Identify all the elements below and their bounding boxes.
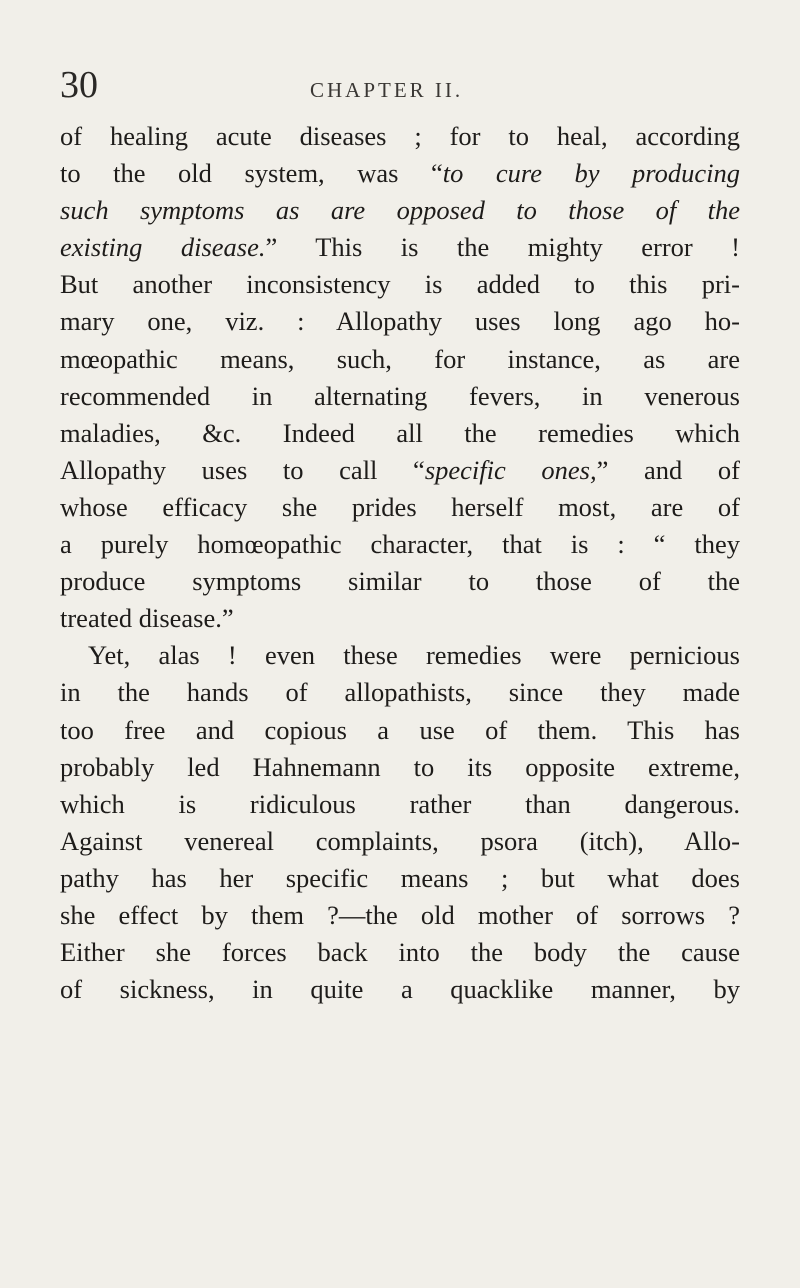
text-line bbox=[60, 155, 740, 192]
running-head: CHAPTER II. bbox=[310, 78, 464, 102]
text-line bbox=[60, 192, 740, 229]
text-segment: of healing acute diseases ; for to heal, according bbox=[60, 121, 740, 151]
text-line bbox=[60, 860, 740, 897]
text-line bbox=[60, 897, 740, 934]
page-number: 30 bbox=[60, 64, 98, 106]
text-segment: in the hands of allopathists, since they made bbox=[60, 677, 740, 708]
text-line bbox=[60, 637, 740, 674]
text-line bbox=[60, 415, 740, 452]
text-line bbox=[60, 229, 740, 266]
text-line bbox=[60, 712, 740, 749]
text-segment: a purely homœopathic character, that is : “ they bbox=[60, 529, 740, 560]
text-segment: Allopathy uses to call “ bbox=[60, 454, 425, 485]
text-segment: probably led Hahnemann to its opposite extreme, bbox=[60, 751, 740, 782]
text-line bbox=[60, 118, 740, 155]
text-line bbox=[60, 526, 740, 563]
text-segment: mœopathic means, such, for instance, as are bbox=[60, 343, 740, 374]
text-line bbox=[60, 971, 740, 1008]
text-line bbox=[60, 378, 740, 415]
text-line bbox=[60, 823, 740, 860]
text-line bbox=[60, 674, 740, 711]
italic-text: specific ones, bbox=[424, 454, 597, 485]
text-segment: But another inconsistency is added to this pri- bbox=[60, 269, 740, 300]
text-segment: recommended in alternating fevers, in venerous bbox=[60, 380, 740, 411]
text-line bbox=[60, 563, 740, 600]
body-text bbox=[60, 118, 740, 1008]
text-line bbox=[60, 341, 740, 378]
text-segment: which is ridiculous rather than dangerous. bbox=[60, 788, 740, 819]
text-segment: Yet, alas ! even these remedies were pernicious bbox=[88, 640, 740, 671]
text-segment: Against venereal complaints, psora (itch), Allo- bbox=[60, 825, 740, 856]
text-line bbox=[60, 489, 740, 526]
text-segment: ” and of bbox=[596, 454, 740, 485]
text-line bbox=[60, 786, 740, 823]
text-segment: she effect by them ?—the old mother of sorrows ? bbox=[60, 899, 740, 930]
text-segment: mary one, viz. : Allopathy uses long ago ho- bbox=[60, 306, 740, 337]
text-segment: of sickness, in quite a quacklike manner, by bbox=[60, 974, 740, 1005]
text-segment: ” This is the mighty error ! bbox=[265, 232, 740, 263]
italic-text: such symptoms as are opposed to those of the bbox=[60, 195, 740, 226]
italic-text: to cure by producing bbox=[442, 158, 740, 189]
text-line bbox=[60, 934, 740, 971]
text-segment: whose efficacy she prides herself most, are of bbox=[60, 491, 740, 522]
text-line bbox=[60, 452, 740, 489]
text-segment: too free and copious a use of them. This has bbox=[60, 714, 740, 745]
text-segment: to the old system, was “ bbox=[60, 158, 443, 189]
text-segment: pathy has her specific means ; but what does bbox=[60, 862, 740, 893]
text-segment: maladies, &c. Indeed all the remedies which bbox=[60, 417, 740, 448]
text-line bbox=[60, 600, 740, 637]
text-segment: produce symptoms similar to those of the bbox=[60, 566, 740, 597]
italic-text: existing disease. bbox=[60, 232, 266, 263]
text-line bbox=[60, 266, 740, 303]
text-line bbox=[60, 749, 740, 786]
text-segment: treated disease.” bbox=[60, 603, 234, 634]
text-line bbox=[60, 303, 740, 340]
text-segment: Either she forces back into the body the cause bbox=[60, 937, 740, 968]
